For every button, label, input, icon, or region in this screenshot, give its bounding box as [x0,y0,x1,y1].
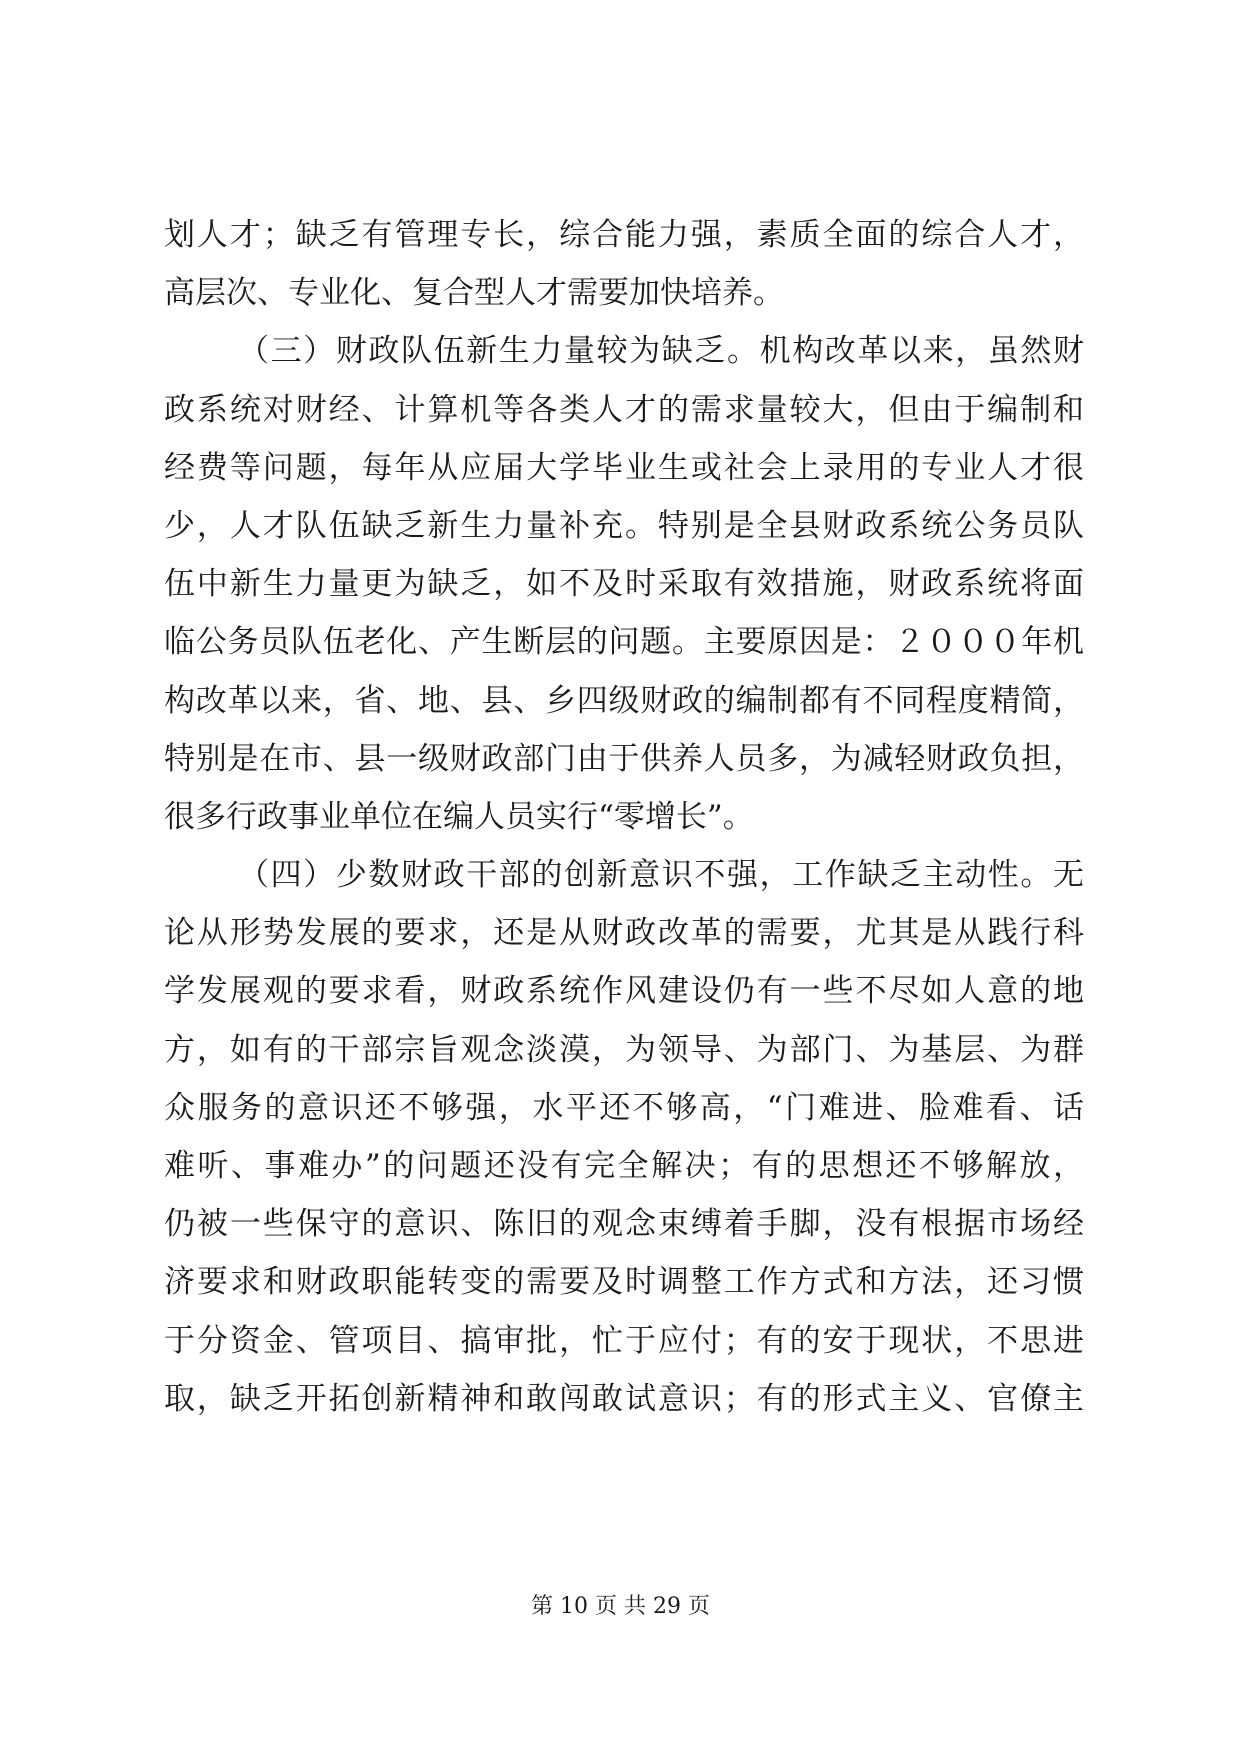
text-line: 论从形势发展的要求，还是从财政改革的需要，尤其是从践行科 [164,915,1084,952]
text-line: 方，如有的干部宗旨观念淡漠，为领导、为部门、为基层、为群 [164,1031,1084,1068]
body-text [164,206,1084,1428]
text-line: 济要求和财政职能转变的需要及时调整工作方式和方法，还习惯 [164,1264,1084,1301]
text-line: 伍中新生力量更为缺乏，如不及时采取有效措施，财政系统将面 [164,566,1084,603]
text-line: （三）财政队伍新生力量较为缺乏。机构改革以来，虽然财 [238,333,1084,370]
page-number-footer: 第 10 页 共 29 页 [531,1594,710,1619]
text-line: 仍被一些保守的意识、陈旧的观念束缚着手脚，没有根据市场经 [164,1206,1084,1243]
text-line: 少，人才队伍缺乏新生力量补充。特别是全县财政系统公务员队 [164,507,1084,544]
text-line: 很多行政事业单位在编人员实行“零增长”。 [164,798,754,835]
text-line: 临公务员队伍老化、产生断层的问题。主要原因是：２０００年机 [164,624,1084,661]
text-line: 构改革以来，省、地、县、乡四级财政的编制都有不同程度精简， [164,682,1084,719]
text-line: 政系统对财经、计算机等各类人才的需求量较大，但由于编制和 [164,391,1084,428]
text-line: 经费等问题，每年从应届大学毕业生或社会上录用的专业人才很 [164,449,1084,486]
text-line: 众服务的意识还不够强，水平还不够高，“门难进、脸难看、话 [164,1089,1084,1126]
text-line: 学发展观的要求看，财政系统作风建设仍有一些不尽如人意的地 [164,973,1084,1010]
text-line: 划人才；缺乏有管理专长，综合能力强，素质全面的综合人才， [164,217,1084,253]
text-line: 特别是在市、县一级财政部门由于供养人员多，为减轻财政负担， [164,740,1084,777]
text-line: 取，缺乏开拓创新精神和敢闯敢试意识；有的形式主义、官僚主 [164,1380,1084,1417]
text-line: （四）少数财政干部的创新意识不强，工作缺乏主动性。无 [238,857,1084,894]
text-line: 难听、事难办”的问题还没有完全解决；有的思想还不够解放， [164,1148,1084,1184]
text-line: 于分资金、管项目、搞审批，忙于应付；有的安于现状，不思进 [164,1322,1084,1359]
text-line: 高层次、专业化、复合型人才需要加快培养。 [164,275,784,312]
